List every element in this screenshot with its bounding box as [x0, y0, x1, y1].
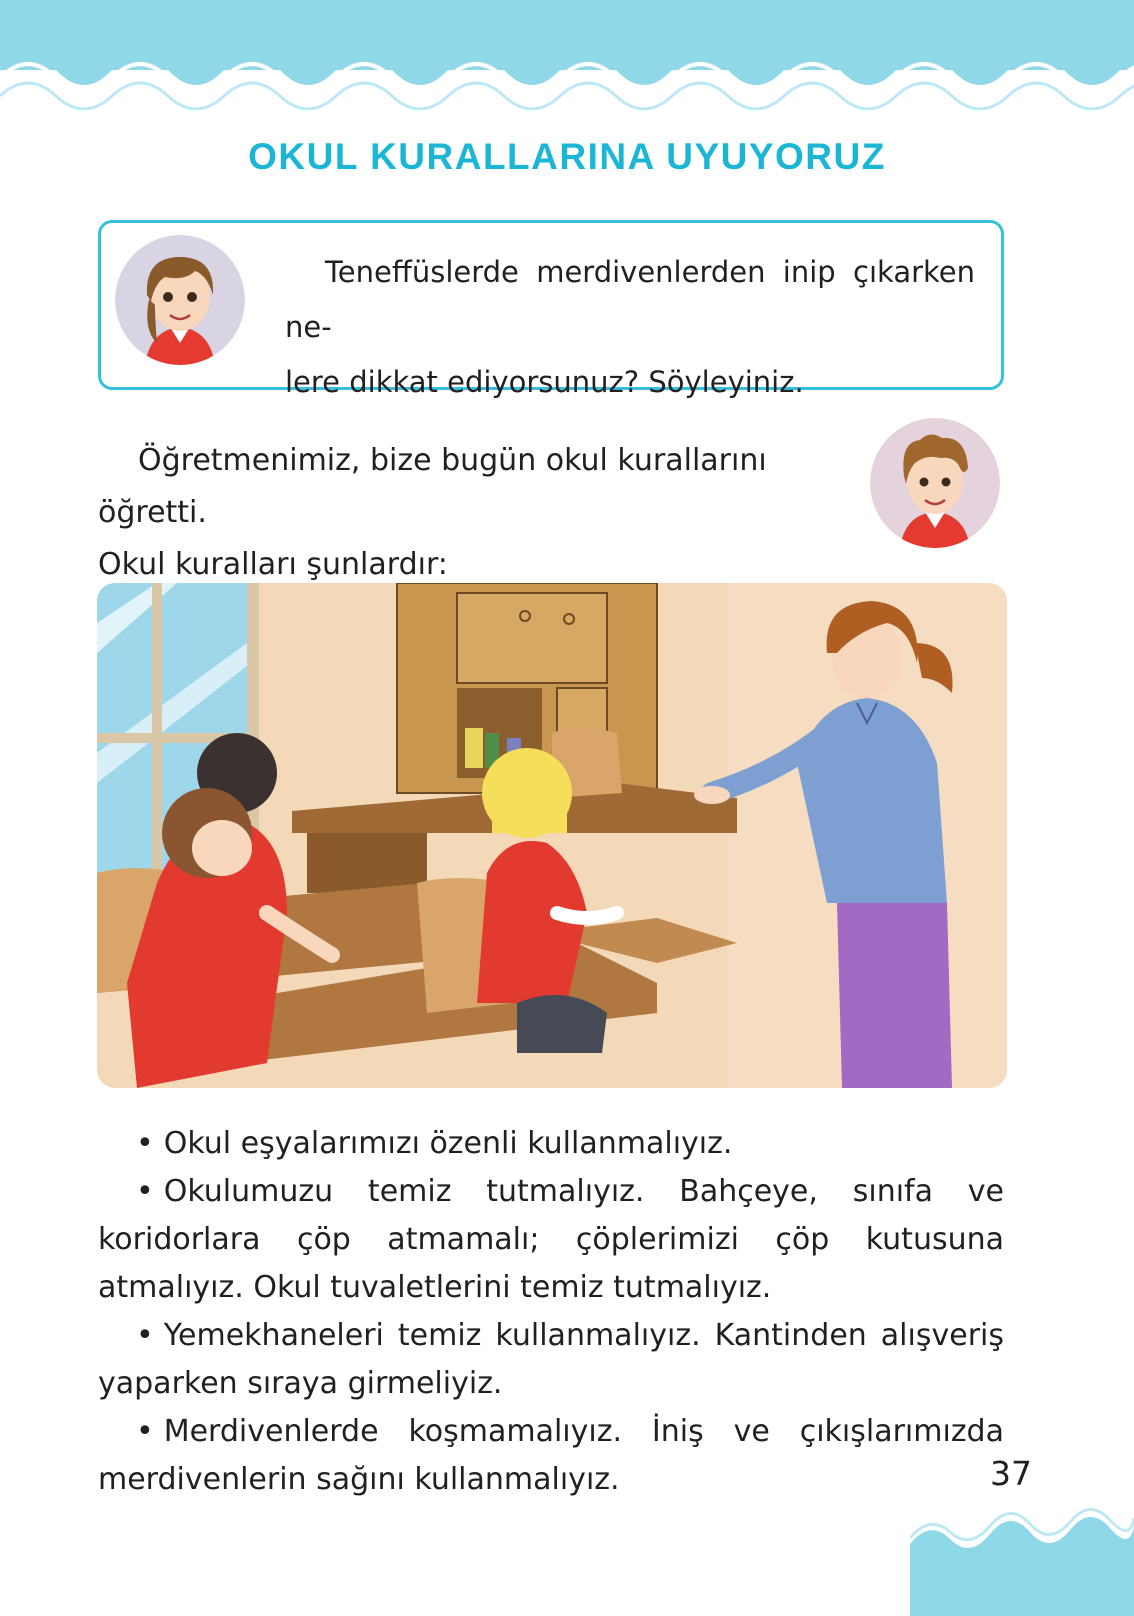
intro-paragraph	[98, 435, 868, 591]
footer-wave-decoration	[910, 1504, 1134, 1616]
bullet-icon: •	[136, 1414, 154, 1449]
page-title: OKUL KURALLARINA UYUYORUZ	[248, 136, 886, 177]
rule-item-3	[98, 1312, 1004, 1408]
rule-item-1	[98, 1120, 1004, 1168]
rule-text: Yemekhaneleri temiz kullanmalıyız. Kantinden alışveriş yaparken sıraya girmeliyiz.	[98, 1318, 1004, 1401]
rule-text: Okulumuzu temiz tutmalıyız. Bahçeye, sınıfa ve koridorlara çöp atmamalı; çöplerimizi çöp kutusuna atmalıyız. Okul tuvaletlerini temiz tutmalıyız.	[98, 1174, 1004, 1305]
bullet-icon: •	[136, 1318, 154, 1353]
question-box	[98, 220, 1004, 399]
question-line-2: lere dikkat ediyorsunuz? Söyleyiniz.	[285, 365, 804, 399]
question-text	[285, 245, 975, 410]
intro-line-2: Okul kuralları şunlardır:	[98, 547, 448, 582]
rule-text: Okul eşyalarımızı özenli kullanmalıyız.	[163, 1126, 733, 1161]
rule-item-4	[98, 1408, 1004, 1504]
classroom-illustration	[97, 583, 1007, 1088]
header-wave-decoration	[0, 0, 1134, 110]
intro-line-1: Öğretmenimiz, bize bugün okul kurallarını öğretti.	[98, 443, 767, 530]
rules-list	[98, 1120, 1004, 1504]
rule-item-2	[98, 1168, 1004, 1312]
bullet-icon: •	[136, 1174, 154, 1209]
boy-avatar-illustration	[870, 418, 1000, 548]
question-line-1: Teneffüslerde merdivenlerden inip çıkarken ne-	[285, 255, 975, 344]
bullet-icon: •	[136, 1126, 154, 1161]
rule-text: Merdivenlerde koşmamalıyız. İniş ve çıkışlarımızda merdivenlerin sağını kullanmalıyız.	[98, 1414, 1004, 1497]
girl-avatar-illustration	[115, 235, 245, 365]
page-number: 37	[990, 1454, 1032, 1493]
